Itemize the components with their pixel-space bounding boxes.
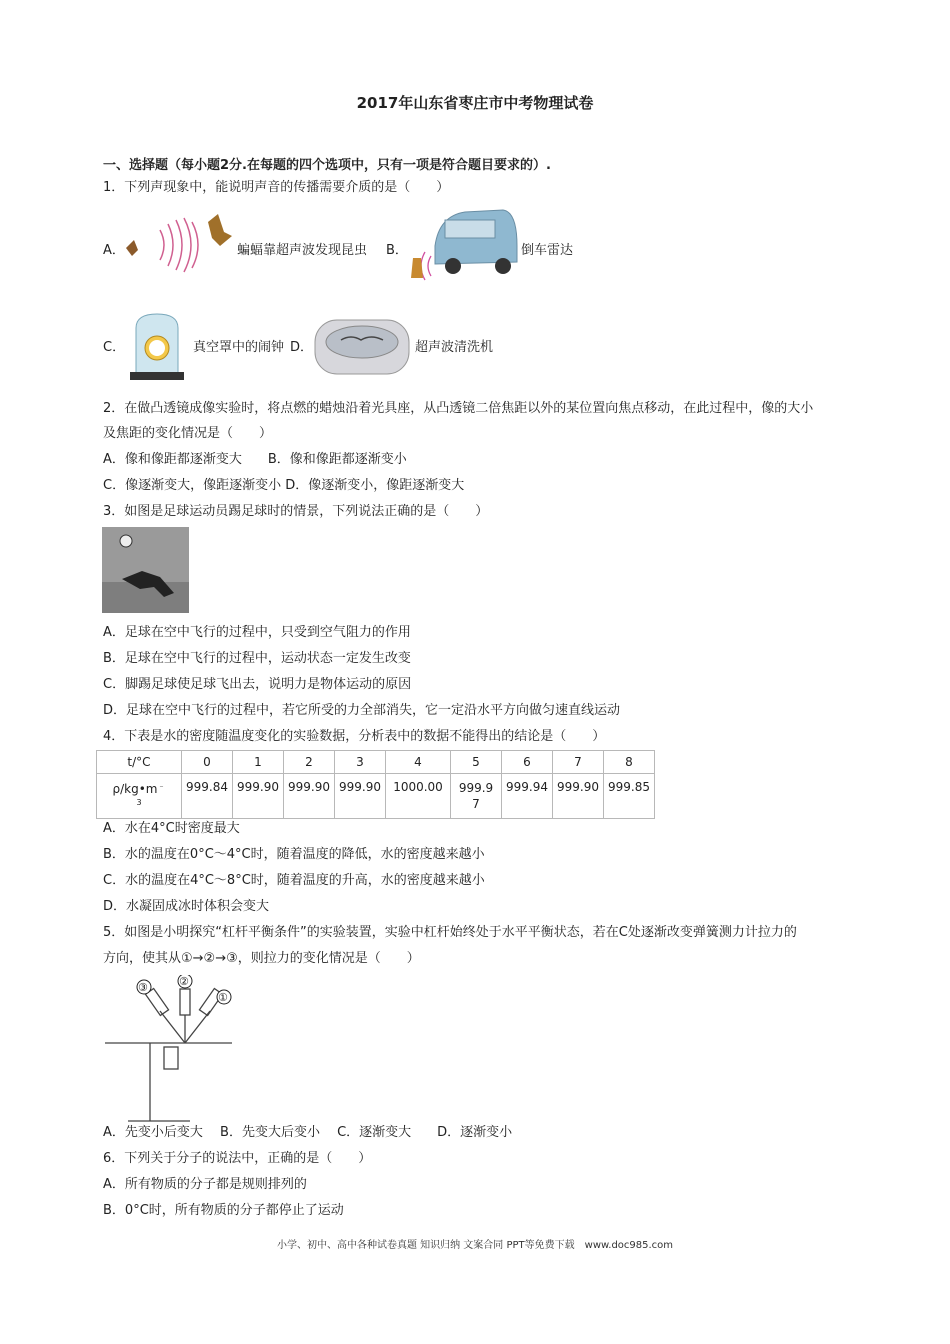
fig-label-3: ③ (138, 981, 148, 994)
q4-option-c: C．水的温度在4°C～8°C时，随着温度的升高，水的密度越来越小 (103, 873, 485, 888)
table-cell: 999.90 (233, 774, 284, 819)
table-cell: 1000.00 (386, 774, 451, 819)
question-6-stem: 6．下列关于分子的说法中，正确的是（ ） (103, 1151, 372, 1166)
q1-option-a-label: A． (103, 243, 125, 258)
question-2-stem-line2: 及焦距的变化情况是（ ） (103, 426, 273, 441)
fig-label-1: ① (218, 991, 228, 1004)
q2-options-cd: C．像逐渐变大，像距逐渐变小 D．像逐渐变小，像距逐渐变大 (103, 478, 465, 493)
q6-option-a: A．所有物质的分子都是规则排列的 (103, 1177, 307, 1192)
bat-ultrasound-image (120, 210, 235, 280)
table-cell: 999.94 (502, 774, 553, 819)
row-label-sup: ﹣ (157, 781, 166, 790)
question-2-stem-line1: 2．在做凸透镜成像实验时，将点燃的蜡烛沿着光具座，从凸透镜二倍焦距以外的某位置向焦点移动，在此过程中，像的大小 (103, 401, 814, 416)
q3-option-c: C．脚踢足球使足球飞出去，说明力是物体运动的原因 (103, 677, 412, 692)
q3-option-b: B．足球在空中飞行的过程中，运动状态一定发生改变 (103, 651, 411, 666)
table-header-cell: 5 (451, 751, 502, 774)
question-5-stem-line1: 5．如图是小明探究“杠杆平衡条件”的实验装置，实验中杠杆始终处于水平平衡状态，若在C处逐渐改变弹簧测力计拉力的 (103, 925, 797, 940)
ultrasonic-cleaner-image (311, 312, 413, 382)
table-cell-wrapped (451, 774, 502, 819)
table-cell-part: 7 (472, 797, 480, 811)
table-header-cell: 8 (604, 751, 655, 774)
table-header-cell: 1 (233, 751, 284, 774)
lever-apparatus-diagram (100, 975, 240, 1125)
q1-option-b-label: B． (386, 243, 408, 258)
row-label-text: ρ/kg•m (112, 782, 158, 796)
q5-options: A．先变小后变大 B．先变大后变小 C．逐渐变大 D．逐渐变小 (103, 1125, 513, 1140)
vacuum-bell-jar-clock-image (126, 308, 188, 382)
q3-option-d: D．足球在空中飞行的过程中，若它所受的力全部消失，它一定沿水平方向做匀速直线运动 (103, 703, 621, 718)
table-header-cell: 6 (502, 751, 553, 774)
q1-option-c-label: C． (103, 340, 126, 355)
q4-option-d: D．水凝固成冰时体积会变大 (103, 899, 270, 914)
table-header-cell: 4 (386, 751, 451, 774)
table-cell: 999.84 (182, 774, 233, 819)
table-cell: 999.90 (553, 774, 604, 819)
section-heading: 一、选择题（每小题2分.在每题的四个选项中，只有一项是符合题目要求的）. (103, 158, 551, 173)
table-cell: 999.90 (284, 774, 335, 819)
table-header-cell: 0 (182, 751, 233, 774)
table-header-row (97, 751, 655, 774)
question-3-stem: 3．如图是足球运动员踢足球时的情景，下列说法正确的是（ ） (103, 504, 489, 519)
table-header-cell: 3 (335, 751, 386, 774)
q1-option-d-text: 超声波清洗机 (415, 340, 494, 355)
table-cell: 999.90 (335, 774, 386, 819)
traffic-cone-icon (411, 258, 423, 278)
question-4-stem: 4．下表是水的密度随温度变化的实验数据，分析表中的数据不能得出的结论是（ ） (103, 729, 606, 744)
table-header-cell: 7 (553, 751, 604, 774)
soccer-player-image (102, 527, 189, 613)
table-cell-part: 999.9 (458, 781, 494, 795)
q2-options-ab: A．像和像距都逐渐变大 B．像和像距都逐渐变小 (103, 452, 407, 467)
fig-label-2: ② (179, 975, 189, 988)
q1-option-a-text: 蝙蝠靠超声波发现昆虫 (237, 243, 368, 258)
q1-option-c-text: 真空罩中的闹钟 (193, 340, 285, 355)
density-table (96, 750, 655, 819)
reversing-radar-image (405, 206, 520, 282)
soccer-ball-icon (120, 535, 132, 547)
question-1-stem: 1．下列声现象中，能说明声音的传播需要介质的是（ ） (103, 180, 450, 195)
q4-option-a: A．水在4°C时密度最大 (103, 821, 240, 836)
page-title: 2017年山东省枣庄市中考物理试卷 (356, 94, 594, 112)
table-cell: 999.85 (604, 774, 655, 819)
table-header-cell: 2 (284, 751, 335, 774)
table-row (97, 774, 655, 819)
q1-option-d-label: D． (290, 340, 314, 355)
question-5-stem-line2: 方向，使其从①→②→③，则拉力的变化情况是（ ） (103, 951, 420, 966)
moth-icon (208, 214, 232, 246)
q1-option-b-text: 倒车雷达 (521, 243, 574, 258)
page-footer: 小学、初中、高中各种试卷真题 知识归纳 文案合同 PPT等免费下载 www.doc985.com (276, 1240, 674, 1251)
q4-option-b: B．水的温度在0°C～4°C时，随着温度的降低，水的密度越来越小 (103, 847, 485, 862)
bat-icon (126, 240, 138, 256)
row-label-sub: 3 (136, 798, 142, 807)
q6-option-b: B．0°C时，所有物质的分子都停止了运动 (103, 1203, 344, 1218)
table-row-label (97, 774, 182, 819)
table-header-cell: t/°C (97, 751, 182, 774)
q3-option-a: A．足球在空中飞行的过程中，只受到空气阻力的作用 (103, 625, 411, 640)
